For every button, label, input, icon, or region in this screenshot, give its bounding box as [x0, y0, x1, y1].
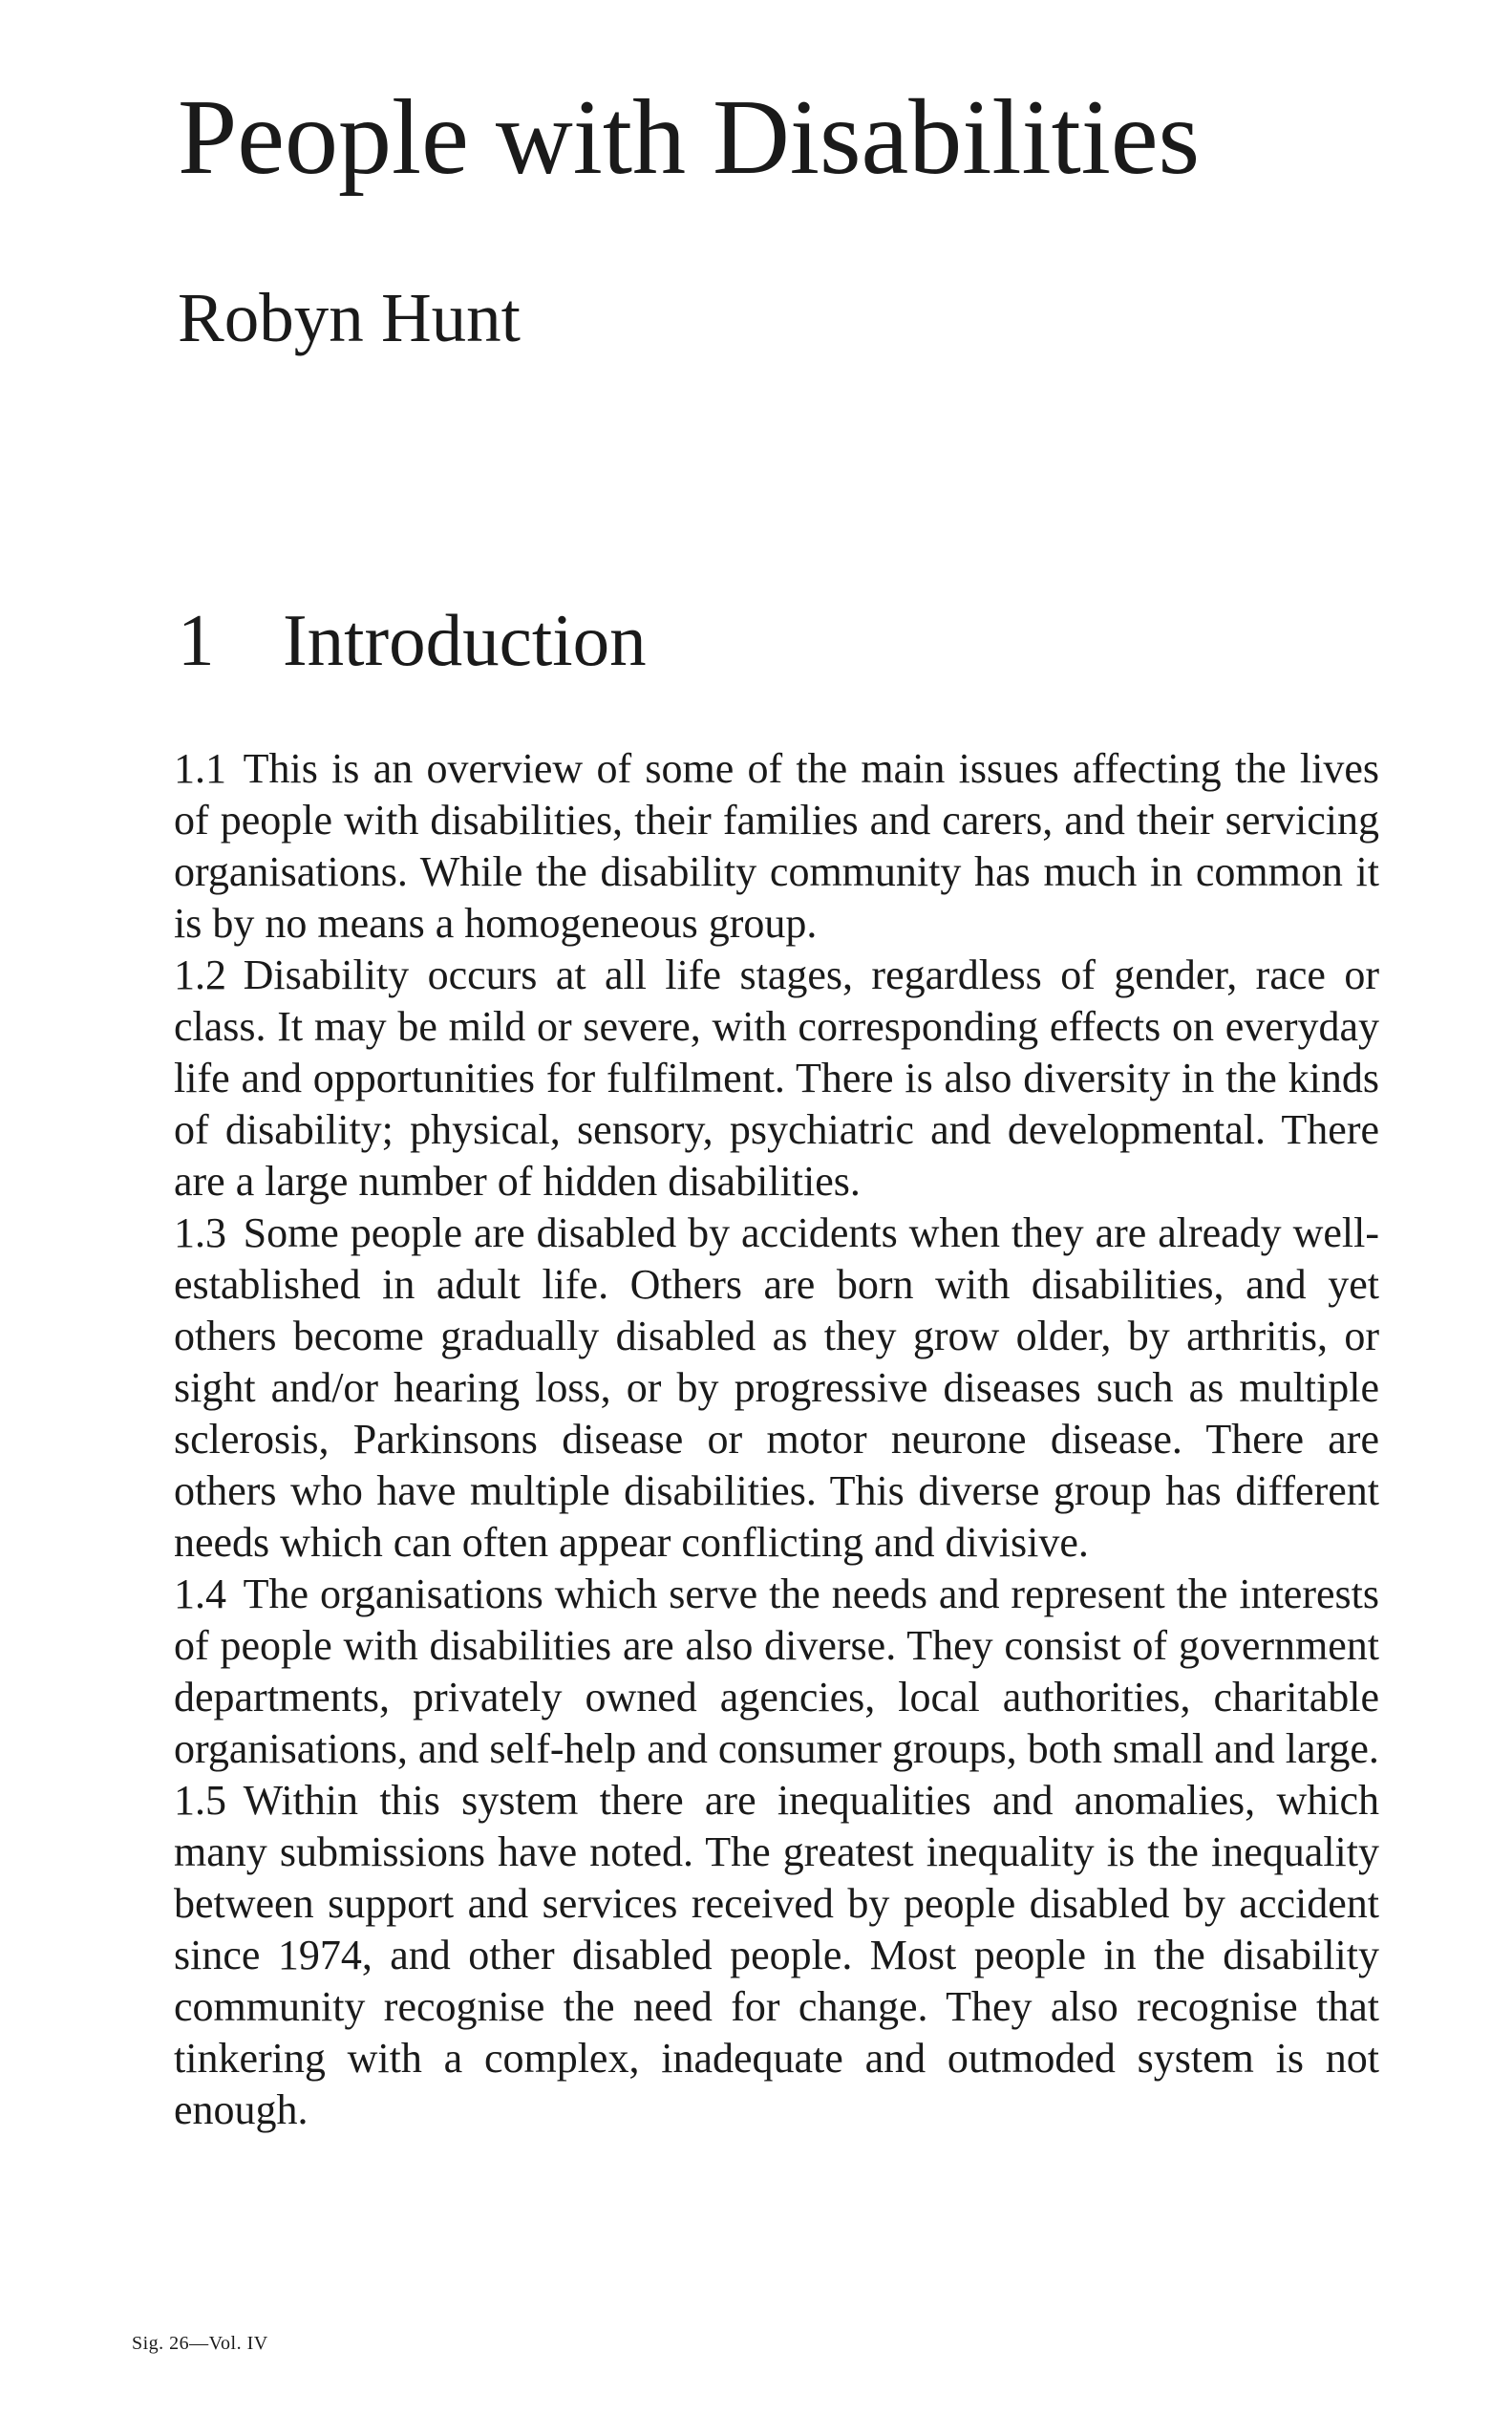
- paragraph-text: Disability occurs at all life stages, regardless of gender, race or class. It may be mild or severe, with corresponding effects on everyday life and opportunities for fulfilment. There is also diversity in the kinds of disability; physical, sensory, psychiatric and developmental. There are a large number of hidden disabilities.: [174, 951, 1379, 1205]
- section-number: 1: [178, 599, 215, 681]
- paragraph: [174, 743, 1379, 950]
- paragraph-number: 1.5: [174, 1777, 226, 1824]
- document-title: People with Disabilities: [178, 78, 1201, 197]
- paragraph-text: Within this system there are inequalities and anomalies, which many submissions have noted. The greatest inequality is the inequality between support and services received by people disabled by accident since 1974, and other disabled people. Most people in the disability community recognise the need for change. They also recognise that tinkering with a complex, inadequate and outmoded system is not enough.: [174, 1777, 1379, 2133]
- section-title: Introduction: [283, 599, 647, 681]
- paragraph-text: The organisations which serve the needs and represent the interests of people with disabilities are also diverse. They consist of government departments, privately owned agencies, local authorities, charitable organisations, and self-help and consumer groups, both small and large.: [174, 1571, 1379, 1772]
- paragraph: [174, 1775, 1379, 2136]
- paragraph: [174, 1569, 1379, 1775]
- paragraph: [174, 1208, 1379, 1569]
- paragraph-text: This is an overview of some of the main issues affecting the lives of people with disabilities, their families and carers, and their servicing organisations. While the disability community has much in common it is by no means a homogeneous group.: [174, 745, 1379, 947]
- author-name: Robyn Hunt: [178, 279, 521, 356]
- body-text: [174, 743, 1379, 2136]
- paragraph-number: 1.1: [174, 745, 226, 792]
- paragraph: [174, 950, 1379, 1208]
- paragraph-number: 1.2: [174, 951, 226, 998]
- section-heading: [178, 599, 647, 681]
- paragraph-number: 1.3: [174, 1209, 226, 1256]
- paragraph-number: 1.4: [174, 1571, 226, 1617]
- signature-footer: Sig. 26—Vol. IV: [132, 2333, 268, 2354]
- paragraph-text: Some people are disabled by accidents when they are already well-established in adult life. Others are born with disabilities, and yet others become gradually disabled as they grow older, by arthritis, or sight and/or hearing loss, or by progressive diseases such as multiple sclerosis, Parkinsons disease or motor neurone disease. There are others who have multiple disabilities. This diverse group has different needs which can often appear conflicting and divisive.: [174, 1209, 1379, 1566]
